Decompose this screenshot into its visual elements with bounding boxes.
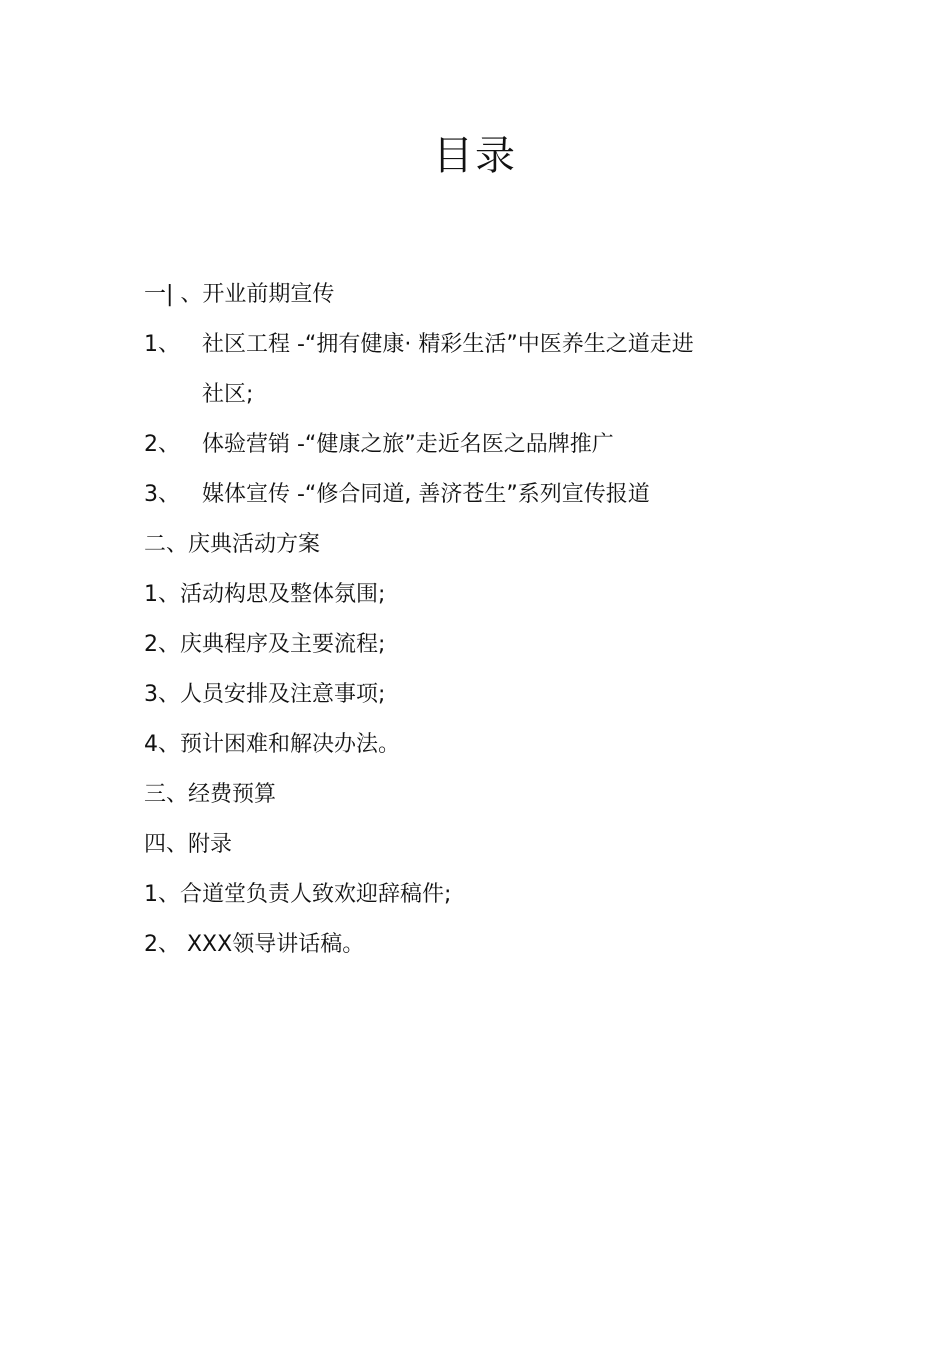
toc-text: 3、人员安排及注意事项; <box>144 682 386 707</box>
toc-item-2-3 <box>144 670 824 720</box>
toc-section-4 <box>144 820 824 870</box>
toc-text: 2、 XXX领导讲话稿。 <box>144 932 365 957</box>
toc-item-2-1 <box>144 570 824 620</box>
toc-text: 一| 、开业前期宣传 <box>144 282 335 307</box>
page-title: 目录 <box>433 133 517 179</box>
toc-text: 二、庆典活动方案 <box>144 532 321 557</box>
toc-item-4-2 <box>144 920 824 970</box>
toc-text: 1、活动构思及整体氛围; <box>144 582 386 607</box>
toc-section-2 <box>144 520 824 570</box>
toc-text: 四、附录 <box>144 832 233 857</box>
toc-number: 2、 <box>144 432 180 457</box>
toc-item-1-1-continued <box>144 370 824 420</box>
toc-text: 媒体宣传 -“修合同道, 善济苍生”系列宣传报道 <box>202 482 650 507</box>
table-of-contents <box>144 270 824 970</box>
toc-item-1-2 <box>144 420 824 470</box>
toc-item-1-3 <box>144 470 824 520</box>
toc-text: 2、庆典程序及主要流程; <box>144 632 386 657</box>
toc-section-3 <box>144 770 824 820</box>
toc-text: 社区; <box>202 382 254 407</box>
toc-text: 三、经费预算 <box>144 782 277 807</box>
toc-text: 4、预计困难和解决办法。 <box>144 732 400 757</box>
toc-item-4-1 <box>144 870 824 920</box>
toc-item-2-2 <box>144 620 824 670</box>
toc-item-2-4 <box>144 720 824 770</box>
toc-section-1 <box>144 270 824 320</box>
toc-number: 3、 <box>144 482 180 507</box>
toc-number: 1、 <box>144 332 180 357</box>
toc-text: 社区工程 -“拥有健康· 精彩生活”中医养生之道走进 <box>202 332 694 357</box>
toc-item-1-1 <box>144 320 824 370</box>
toc-text: 体验营销 -“健康之旅”走近名医之品牌推广 <box>202 432 614 457</box>
toc-text: 1、合道堂负责人致欢迎辞稿件; <box>144 882 452 907</box>
